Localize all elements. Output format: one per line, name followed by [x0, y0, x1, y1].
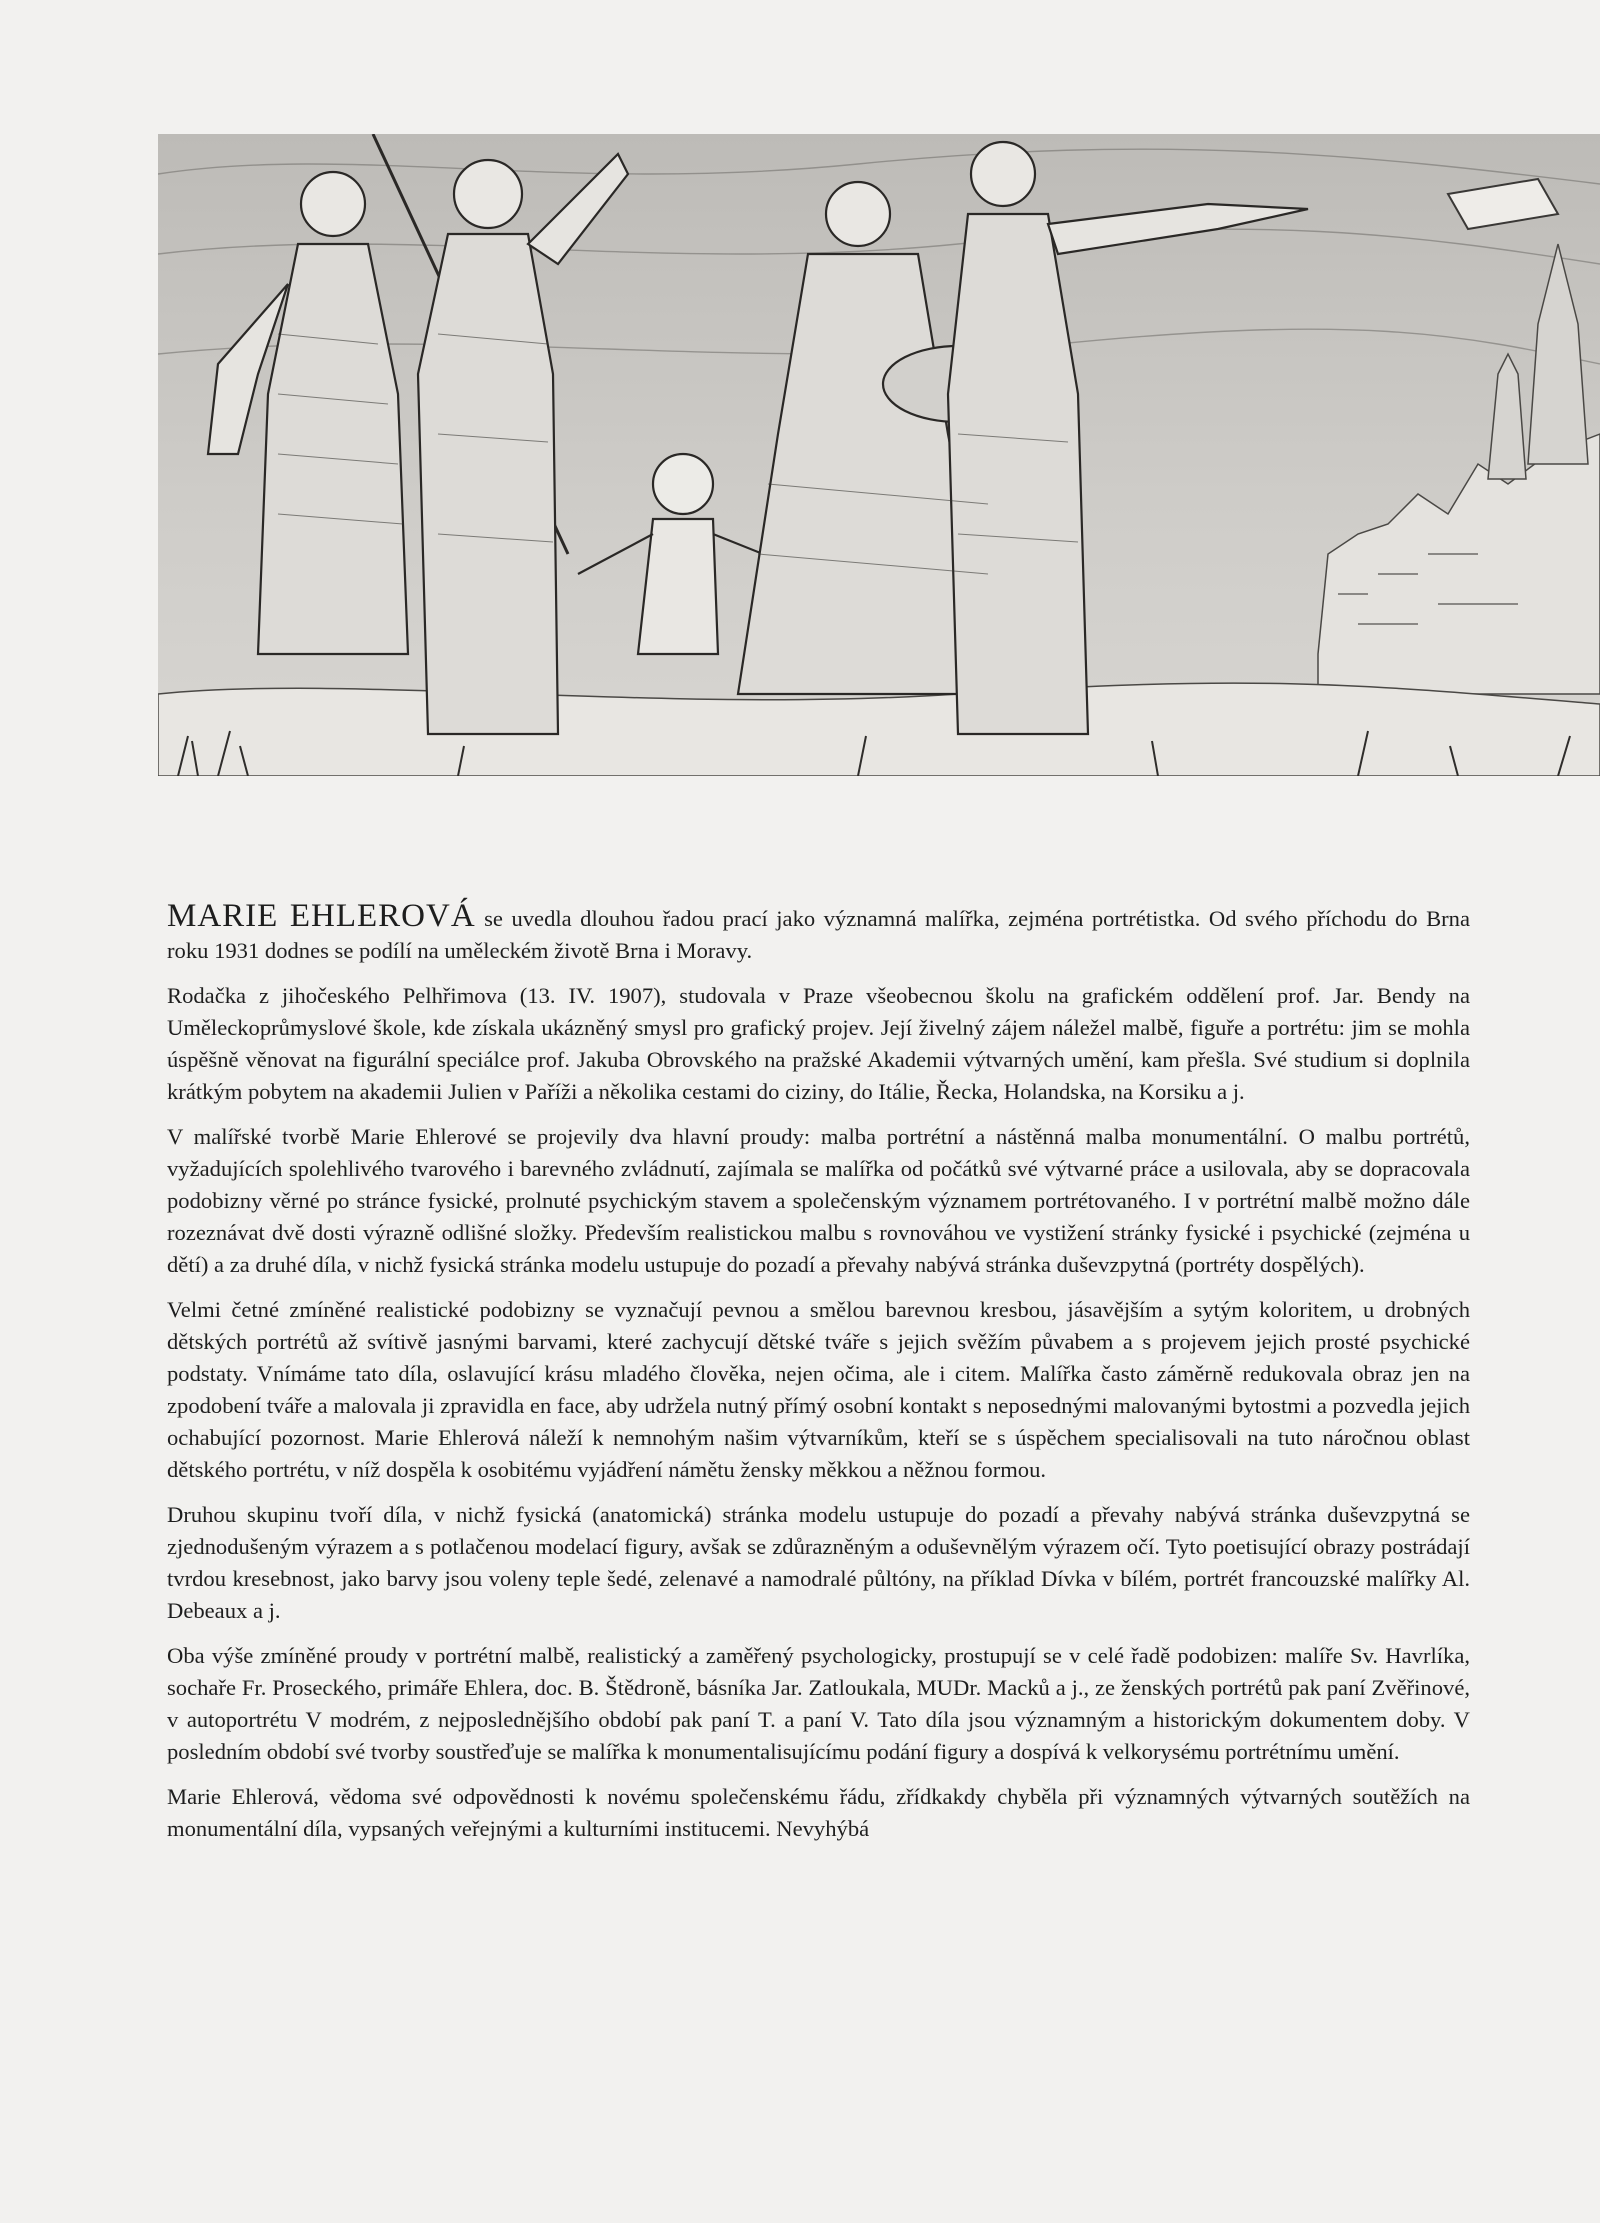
mural-illustration	[158, 134, 1600, 776]
author-first-name: MARIE	[167, 898, 279, 934]
article-paragraph-2: Rodačka z jihočeského Pelhřimova (13. IV. 1907), studovala v Praze všeobecnou školu na grafickém oddělení prof. Jar. Bendy na Uměleckoprůmyslové škole, kde získala ukázněný smysl pro grafický projev. Její živelný zájem náležel malbě, figuře a portrétu: jim se mohla úspěšně věnovat na figurální speciálce prof. Jakuba Obrovského na pražské Akademii výtvarných umění, kam přešla. Své studium si doplnila krátkým pobytem na akademii Julien v Paříži a několika cestami do ciziny, do Itálie, Řecka, Holandska, na Korsiku a j.	[167, 983, 1470, 1104]
author-last-name: EHLEROVÁ	[289, 898, 476, 934]
article-paragraph-3: V malířské tvorbě Marie Ehlerové se projevily dva hlavní proudy: malba portrétní a nástěnná malba monumentální. O malbu portrétů, vyžadujících spolehlivého tvarového i barevného zvládnutí, zajímala se malířka od počátků své výtvarné práce a usilovala, aby se dopracovala podobizny věrné po stránce fysické, prolnuté psychickým stavem a společenským významem portrétovaného. I v portrétní malbě možno dále rozeznávat dvě dosti výrazně odlišné složky. Především realistickou malbu s rovnováhou ve vystižení stránky fysické i psychické (zejména u dětí) a za druhé díla, v nichž fysická stránka modelu ustupuje do pozadí a převahy nabývá stránka duševzpytná (portréty dospělých).	[167, 1124, 1470, 1277]
mural-illustration-icon	[158, 134, 1600, 776]
article-paragraph-1	[167, 900, 1470, 967]
article-paragraph-4: Velmi četné zmíněné realistické podobizny se vyznačují pevnou a smělou barevnou kresbou, jásavějším a sytým koloritem, u drobných dětských portrétů až svítivě jasnými barvami, které zachycují dětské tváře s jejich svěžím půvabem a s projevem jejich prosté psychické podstaty. Vnímáme tato díla, oslavující krásu mladého člověka, nejen očima, ale i citem. Malířka často záměrně redukovala obraz jen na zpodobení tváře a malovala ji zpravidla en face, aby udržela nutný přímý osobní kontakt s neposednými malovanými bytostmi a pozvedla jejich ochabující pozornost. Marie Ehlerová náleží k nemnohým našim výtvarníkům, kteří se s úspěchem specialisovali na tuto náročnou oblast dětského portrétu, v níž dospěla k osobitému vyjádření námětu žensky měkkou a něžnou formou.	[167, 1297, 1470, 1482]
article-paragraph-7: Marie Ehlerová, vědoma své odpovědnosti k novému společenskému řádu, zřídkakdy chyběla při významných výtvarných soutěžích na monumentální díla, vypsaných veřejnými a kulturními institucemi. Nevyhýbá	[167, 1784, 1470, 1841]
article-paragraph-5: Druhou skupinu tvoří díla, v nichž fysická (anatomická) stránka modelu ustupuje do pozadí a převahy nabývá stránka duševzpytná se zjednodušeným výrazem a s potlačenou modelací figury, avšak se zdůrazněným a oduševnělým výrazem očí. Tyto poetisující obrazy postrádají tvrdou kresebnost, jako barvy jsou voleny teple šedé, zelenavé a namodralé půltóny, na příklad Dívka v bílém, portrét francouzské malířky Al. Debeaux a j.	[167, 1502, 1470, 1623]
article	[167, 900, 1470, 1858]
paragraph-text: se uvedla dlouhou řadou prací jako významná malířka, zejména portrétistka. Od svého příchodu do Brna roku 1931 dodnes se podílí na uměleckém životě Brna i Moravy.	[167, 906, 1470, 963]
author-name	[167, 898, 476, 934]
article-paragraph-6: Oba výše zmíněné proudy v portrétní malbě, realistický a zaměřený psychologicky, prostupují se v celé řadě podobizen: malíře Sv. Havrlíka, sochaře Fr. Proseckého, primáře Ehlera, doc. B. Štědroně, básníka Jar. Zatloukala, MUDr. Macků a j., ze ženských portrétů pak paní Zvěřinové, v autoportrétu V modrém, z nejposlednějšího období pak paní T. a paní V. Tato díla jsou významným a historickým dokumentem doby. V posledním období své tvorby soustřeďuje se malířka k monumentalisujícímu podání figury a dospívá k velkorysému portrétnímu umění.	[167, 1643, 1470, 1764]
